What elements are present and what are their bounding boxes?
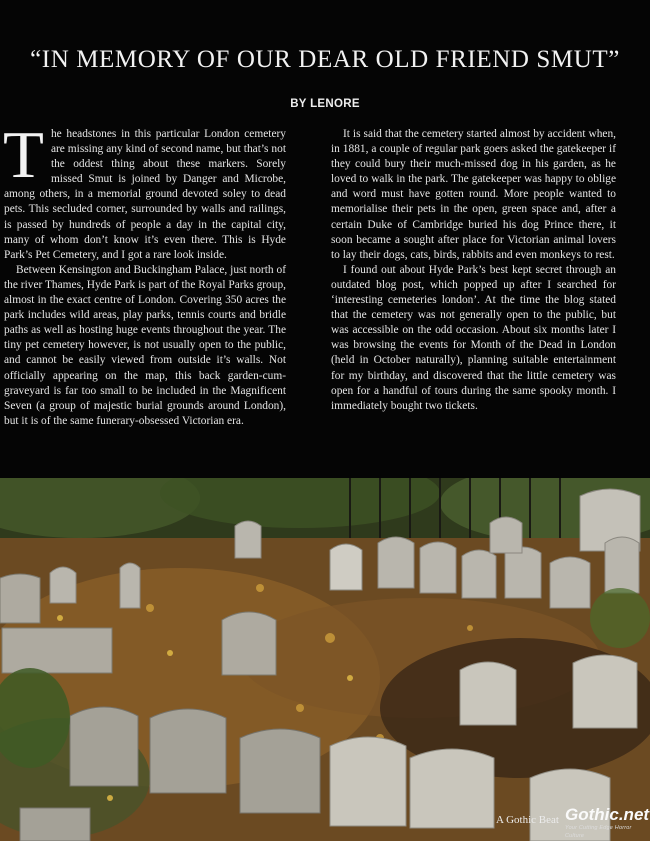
paragraph: Between Kensington and Buckingham Palace, just north of the river Thames, Hyde Park is part of the Royal Parks group, almost in the exact centre of London. Covering 350 acres the park includes wild areas, play parks, tennis courts and bridle paths as well as hosting huge events throughout the year. The tiny pet cemetery however, is not usually open to the public, and cannot be easily viewed from outside it’s walls. Not officially appearing on the map, this back garden-cum-graveyard is far too small to be included in the Magnificent Seven (a group of majestic burial grounds around London), but it is of the same funerary-obsessed Victorian era. <box>4 263 286 427</box>
paragraph: It is said that the cemetery started almost by accident when, in 1881, a couple of regular park goers asked the gatekeeper if they could bury their much-missed dog in his garden, as he loved to walk in the park. The gatekeeper was happy to oblige and word must have gotten round. More people wanted to memorialise their pets in the open, green space and, after a certain Duke of Cambridge buried his dog Prince there, it soon became a sought after place for Victorian animal lovers to lay their dogs, cats, birds, rabbits and even monkeys to rest. <box>331 128 616 261</box>
article-title: “IN MEMORY OF OUR DEAR OLD FRIEND SMUT” <box>30 46 620 73</box>
article-byline: BY LENORE <box>290 98 360 110</box>
drop-cap: T <box>3 118 44 192</box>
paragraph-text: he headstones in this particular London cemetery are missing any kind of second name, but that’s not the oddest thing about these markers. Sorely missed Smut is joined by Danger and Microbe, among others, in a memorial ground devoted soley to dead pets. This secluded corner, surrounded by walls and railings, is passed by hundreds of people a day in the capital city, many of whom don’t know it’s even there. This is Hyde Park’s Pet Cemetery, and I got a rare look inside. <box>4 128 286 261</box>
pet-cemetery-photo <box>0 478 650 841</box>
left-column <box>3 118 286 429</box>
paragraph <box>3 118 286 263</box>
photo-caption: A Gothic Beat <box>496 814 559 826</box>
logo-text: Gothic.net <box>565 805 650 824</box>
right-column <box>331 127 616 414</box>
gothic-net-logo <box>565 805 650 839</box>
logo-tagline: Your Cutting Edge Horror Culture <box>565 825 632 839</box>
cemetery-illustration <box>0 478 650 841</box>
paragraph: I found out about Hyde Park’s best kept secret through an outdated blog post, which popped up after I searched for ‘interesting cemeteries london’. At the time the blog stated that the cemetery was not generally open to the public, but was accessible on the odd occasion. About six months later I was browsing the events for Month of the Dead in London (held in October naturally), planning suitable entertainment for my birthday, and discovered that the little cemetery was open for a handful of tours during the same spooky month. I immediately bought two tickets. <box>331 263 616 412</box>
